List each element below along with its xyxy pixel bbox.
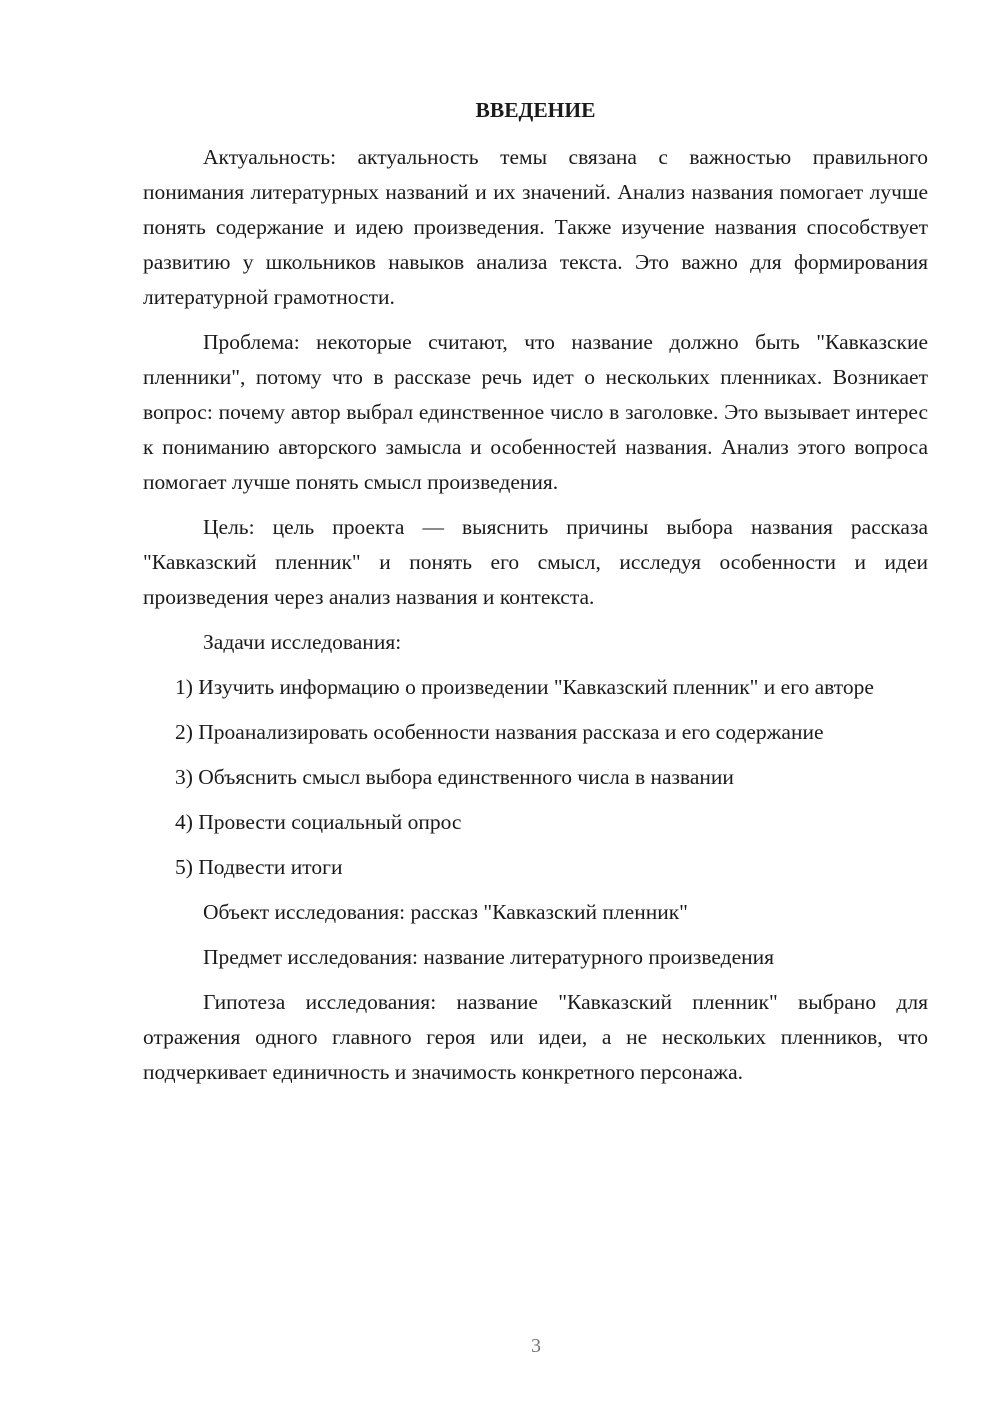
goal-paragraph: Цель: цель проекта — выяснить причины выбора названия рассказа "Кавказский пленник" и понять его смысл, исследуя особенности и идеи произведения через анализ названия и контекста.	[143, 515, 928, 609]
section-heading: ВВЕДЕНИЕ	[475, 98, 596, 122]
subject-paragraph: Предмет исследования: название литературного произведения	[203, 945, 775, 969]
document-page	[143, 96, 928, 1100]
object-paragraph: Объект исследования: рассказ "Кавказский пленник"	[203, 900, 688, 924]
page-number: 3	[531, 1335, 541, 1357]
task-item: 5) Подвести итоги	[175, 855, 343, 879]
hypothesis-paragraph: Гипотеза исследования: название "Кавказский пленник" выбрано для отражения одного главного героя или идеи, а не нескольких пленников, что подчеркивает единичность и значимость конкретного персонажа.	[143, 990, 928, 1084]
task-item: 2) Проанализировать особенности названия рассказа и его содержание	[175, 720, 824, 744]
task-item: 3) Объяснить смысл выбора единственного числа в названии	[175, 765, 734, 789]
problem-paragraph: Проблема: некоторые считают, что название должно быть "Кавказские пленники", потому что в рассказе речь идет о нескольких пленниках. Возникает вопрос: почему автор выбрал единственное число в заголовке. Это вызывает интерес к пониманию авторского замысла и особенностей названия. Анализ этого вопроса помогает лучше понять смысл произведения.	[143, 330, 928, 494]
task-item: 1) Изучить информацию о произведении "Кавказский пленник" и его авторе	[175, 675, 874, 699]
task-item: 4) Провести социальный опрос	[175, 810, 462, 834]
tasks-heading: Задачи исследования:	[203, 630, 402, 654]
relevance-paragraph: Актуальность: актуальность темы связана с важностью правильного понимания литературных названий и их значений. Анализ названия помогает лучше понять содержание и идею произведения. Также изучение названия способствует развитию у школьников навыков анализа текста. Это важно для формирования литературной грамотности.	[143, 145, 928, 309]
